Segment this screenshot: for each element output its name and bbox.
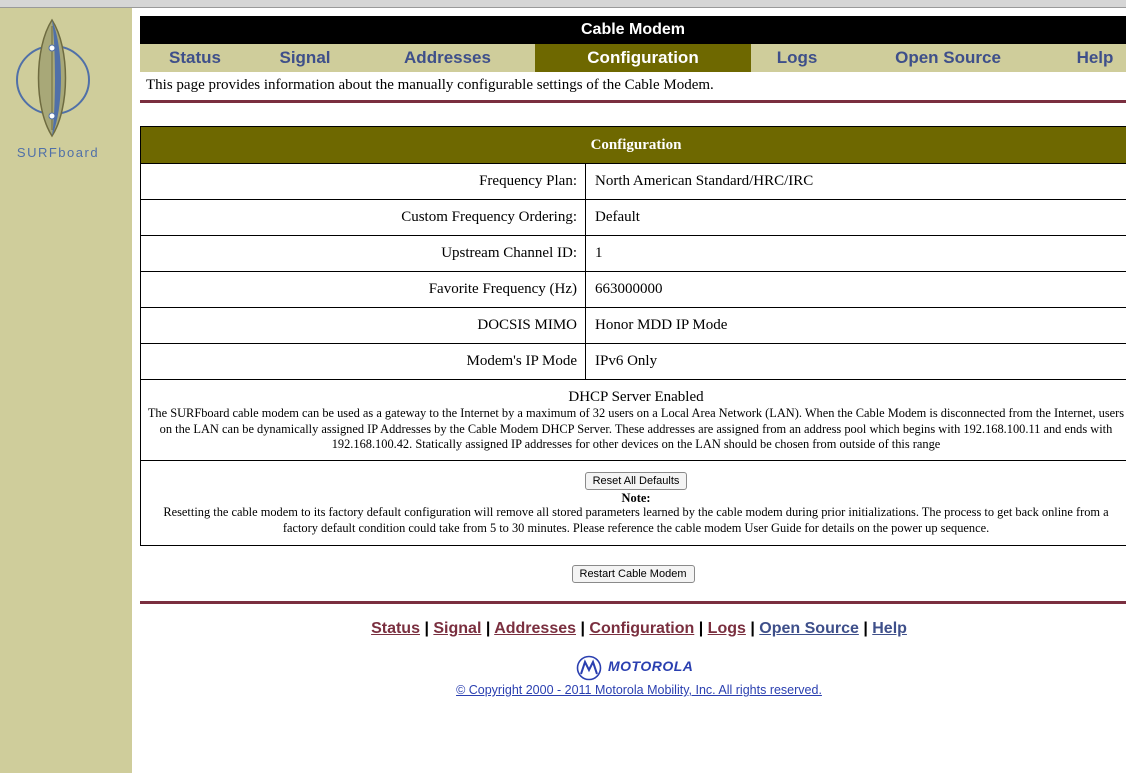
row-label: Upstream Channel ID: <box>141 236 586 271</box>
row-label: Custom Frequency Ordering: <box>141 200 586 235</box>
footer-link-signal[interactable]: Signal <box>433 620 482 637</box>
nav-tab-signal[interactable]: Signal <box>279 48 331 67</box>
page-banner: Cable Modem <box>140 16 1126 44</box>
top-nav <box>140 44 1126 72</box>
row-value: North American Standard/HRC/IRC <box>595 173 814 189</box>
dhcp-title: DHCP Server Enabled <box>568 389 704 405</box>
reset-all-defaults-button[interactable]: Reset All Defaults <box>585 472 688 490</box>
nav-tab-help[interactable]: Help <box>1076 48 1114 67</box>
footer-separator: | <box>863 620 868 637</box>
row-value: Honor MDD IP Mode <box>595 317 728 333</box>
motorola-wordmark: MOTOROLA <box>608 658 694 674</box>
divider <box>140 100 1126 103</box>
row-label: DOCSIS MIMO <box>141 308 586 343</box>
table-row <box>141 200 1126 236</box>
table-row <box>141 236 1126 272</box>
footer-separator: | <box>424 620 429 637</box>
footer-link-status[interactable]: Status <box>371 620 420 637</box>
row-label: Frequency Plan: <box>141 164 586 199</box>
note-text: Resetting the cable modem to its factory default configuration will remove all stored parameters learned by the cable modem during prior initializations. The process to get back online from a factory default condition could take from 5 to 30 minutes. Please reference the cable modem User Guide for details on the power up sequence. <box>163 505 1109 535</box>
logo-text: SURFboard <box>16 145 100 160</box>
nav-tab-configuration[interactable]: Configuration <box>535 44 751 72</box>
footer-link-help[interactable]: Help <box>872 620 907 637</box>
motorola-logo-icon <box>576 655 602 681</box>
browser-tab-strip <box>0 0 1126 8</box>
footer-link-logs[interactable]: Logs <box>707 620 746 637</box>
table-row <box>141 272 1126 308</box>
sidebar <box>0 8 132 773</box>
nav-tab-addresses[interactable]: Addresses <box>404 48 491 67</box>
nav-tab-status[interactable]: Status <box>169 48 221 67</box>
table-row <box>141 164 1126 200</box>
footer-separator: | <box>698 620 704 637</box>
nav-tab-open-source[interactable]: Open Source <box>895 48 1001 67</box>
configuration-table <box>140 126 1126 546</box>
row-value: 1 <box>595 245 603 261</box>
reset-section <box>141 461 1126 545</box>
copyright-link[interactable]: © Copyright 2000 - 2011 Motorola Mobility, Inc. All rights reserved. <box>456 683 822 697</box>
footer-link-configuration[interactable]: Configuration <box>589 620 695 637</box>
row-value: IPv6 Only <box>595 353 658 369</box>
note-label: Note: <box>621 491 651 505</box>
nav-tab-logs[interactable]: Logs <box>776 48 818 67</box>
restart-cable-modem-button[interactable]: Restart Cable Modem <box>572 565 695 583</box>
footer-link-addresses[interactable]: Addresses <box>494 620 577 637</box>
table-row <box>141 308 1126 344</box>
dhcp-description: The SURFboard cable modem can be used as a gateway to the Internet by a maximum of 32 users on a Local Area Network (LAN). When the Cable Modem is disconnected from the Internet, users on the LAN can be dynamically assigned IP Addresses by the Cable Modem DHCP Server. These addresses are assigned from an address pool which begins with 192.168.100.11 and ends with 192.168.100.42. Statically assigned IP addresses for other devices on the LAN should be chosen from outside of this range <box>147 406 1125 451</box>
surfboard-logo-icon <box>12 18 102 138</box>
configuration-heading: Configuration <box>141 127 1126 164</box>
row-value: Default <box>595 209 640 225</box>
footer-separator: | <box>750 620 755 637</box>
row-label: Favorite Frequency (Hz) <box>141 272 586 307</box>
main-content <box>140 16 1126 697</box>
footer-separator: | <box>580 620 585 637</box>
footer-separator: | <box>485 620 491 637</box>
motorola-brand <box>576 655 726 681</box>
dhcp-section <box>141 380 1126 461</box>
restart-container <box>140 564 1126 583</box>
row-value: 663000000 <box>595 281 663 297</box>
footer-link-open-source[interactable]: Open Source <box>759 620 859 637</box>
divider <box>140 601 1126 604</box>
intro-text: This page provides information about the manually configurable settings of the Cable Modem. <box>146 77 714 93</box>
footer-nav <box>140 620 1126 638</box>
table-row <box>141 344 1126 380</box>
row-label: Modem's IP Mode <box>141 344 586 379</box>
